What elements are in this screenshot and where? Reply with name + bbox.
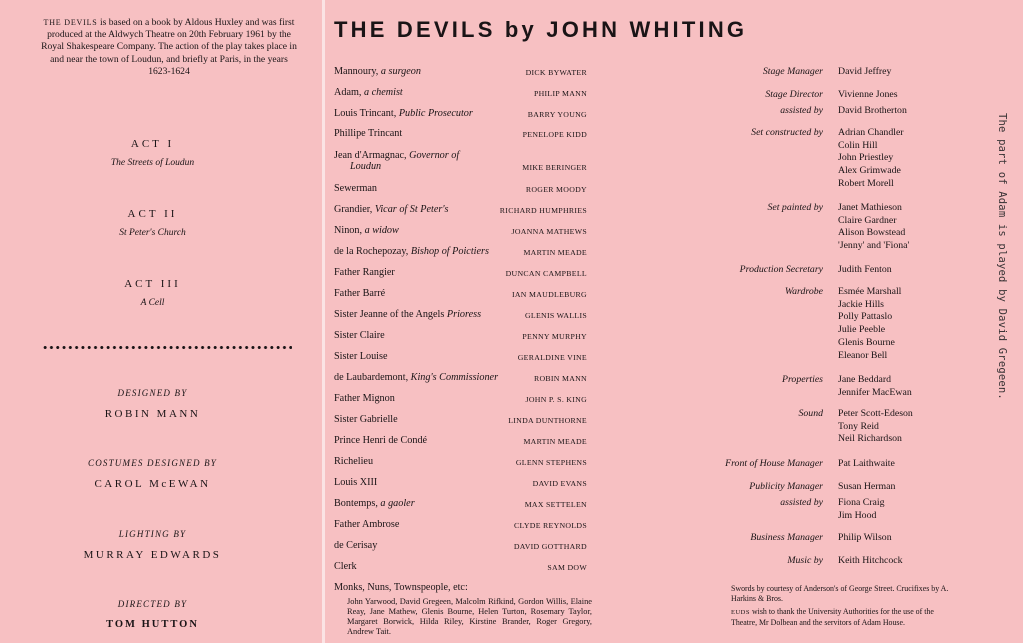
act-place: The Streets of Loudun xyxy=(110,158,195,168)
staff-row xyxy=(690,202,930,253)
cast-row xyxy=(334,128,587,139)
actor-name: JOANNA MATHEWS xyxy=(511,227,587,236)
character-name: Ninon, a widow xyxy=(334,225,399,236)
staff-role: Sound xyxy=(798,408,823,419)
character-name: Sister Gabrielle xyxy=(334,414,398,425)
actor-name: DUNCAN CAMPBELL xyxy=(505,269,587,278)
thanks-note xyxy=(731,607,955,629)
cast-row xyxy=(334,309,587,320)
character-name: Prince Henri de Condé xyxy=(334,435,428,446)
act-3 xyxy=(20,278,285,308)
cast-row xyxy=(334,393,587,404)
actor-name: GLENIS WALLIS xyxy=(524,311,587,320)
character-name: Bontemps, a gaoler xyxy=(334,498,415,509)
cast-row xyxy=(334,288,587,299)
credit-name: TOM HUTTON xyxy=(106,619,199,630)
staff-role: assisted by xyxy=(780,105,823,116)
staff-row xyxy=(690,374,930,399)
credit-costumes xyxy=(20,458,285,490)
vertical-typed-note: The part of Adam is played by David Gregeen. xyxy=(996,113,1008,400)
page-divider xyxy=(322,0,325,643)
actor-name: MIKE BERINGER xyxy=(522,163,587,172)
staff-names: Pat Laithwaite xyxy=(838,458,895,469)
staff-names: Judith Fenton xyxy=(838,264,892,275)
actor-name: GERALDINE VINE xyxy=(517,353,587,362)
act-label: ACT I xyxy=(130,138,175,150)
staff-names: Jane Beddard Jennifer MacEwan xyxy=(838,374,912,398)
cast-row xyxy=(334,66,587,77)
character-name: Sister Claire xyxy=(334,330,385,341)
staff-row xyxy=(690,89,930,102)
actor-name: BARRY YOUNG xyxy=(527,110,587,119)
act-2 xyxy=(20,208,285,238)
credit-name: MURRAY EDWARDS xyxy=(83,549,222,561)
cast-row xyxy=(334,267,587,278)
credit-lighting xyxy=(20,529,285,561)
cast-row xyxy=(334,87,587,98)
staff-row xyxy=(690,532,930,545)
actor-name: SAM DOW xyxy=(547,563,587,572)
staff-role: Front of House Manager xyxy=(725,458,823,469)
staff-names: Vivienne Jones xyxy=(838,89,898,100)
cast-row xyxy=(334,519,587,530)
intro-paragraph xyxy=(38,17,300,78)
actor-name: MARTIN MEADE xyxy=(523,248,587,257)
staff-names: David Jeffrey xyxy=(838,66,892,77)
cast-row xyxy=(334,183,587,194)
staff-role: Business Manager xyxy=(750,532,823,543)
character-name: Father Mignon xyxy=(334,393,395,404)
dotted-separator xyxy=(42,345,292,350)
staff-role: Set painted by xyxy=(767,202,823,213)
actor-name: JOHN P. S. KING xyxy=(525,395,587,404)
character-name: de la Rochepozay, Bishop of Poictiers xyxy=(334,246,489,257)
staff-role: assisted by xyxy=(780,497,823,508)
character-name: Louis XIII xyxy=(334,477,378,488)
act-1 xyxy=(20,138,285,168)
act-place: St Peter's Church xyxy=(119,228,186,238)
staff-names: Philip Wilson xyxy=(838,532,892,543)
credit-role: COSTUMES DESIGNED BY xyxy=(88,458,217,468)
intro-text: is based on a book by Aldous Huxley and was first produced at the Aldwych Theatre on 20th February 1961 by the Royal Shakespeare Company. The action of the play takes place in and near the town of Loudun, and briefly at Paris, in the years 1623-1624 xyxy=(41,17,297,77)
cast-row xyxy=(334,498,587,509)
intro-play-title: THE DEVILS xyxy=(43,18,98,27)
actor-name: PENELOPE KIDD xyxy=(522,130,587,139)
staff-names: Adrian Chandler Colin Hill John Priestley Alex Grimwade Robert Morell xyxy=(838,127,904,189)
staff-names: Susan Herman xyxy=(838,481,896,492)
character-name: de Laubardemont, King's Commissioner xyxy=(334,372,499,383)
staff-role: Publicity Manager xyxy=(749,481,823,492)
credit-director xyxy=(20,599,285,630)
character-name: Sister Louise xyxy=(334,351,388,362)
cast-row xyxy=(334,372,587,383)
act-place: A Cell xyxy=(140,298,165,308)
staff-role: Stage Director xyxy=(765,89,823,100)
character-name: Grandier, Vicar of St Peter's xyxy=(334,204,449,215)
staff-row xyxy=(690,105,930,118)
credit-role: DIRECTED BY xyxy=(117,599,188,609)
character-name: Mannoury, a surgeon xyxy=(334,66,421,77)
character-name: Adam, a chemist xyxy=(334,87,403,98)
staff-row xyxy=(690,286,930,362)
staff-role: Set constructed by xyxy=(751,127,823,138)
staff-names: Peter Scott-Edeson Tony Reid Neil Richardson xyxy=(838,408,913,445)
actor-name: MARTIN MEADE xyxy=(523,437,587,446)
character-name: Richelieu xyxy=(334,456,374,467)
character-name: Jean d'Armagnac, Governor of Loudun xyxy=(334,150,460,172)
credit-role: DESIGNED BY xyxy=(117,388,188,398)
staff-row xyxy=(690,497,930,522)
cast-row xyxy=(334,351,587,362)
society-abbrev: EUDS xyxy=(731,609,750,616)
staff-names: Keith Hitchcock xyxy=(838,555,903,566)
staff-role: Production Secretary xyxy=(739,264,823,275)
actor-name: ROBIN MANN xyxy=(533,374,587,383)
actor-name: CLYDE REYNOLDS xyxy=(514,521,587,530)
ensemble-label: Monks, Nuns, Townspeople, etc: xyxy=(334,582,468,593)
character-name: Father Barré xyxy=(334,288,386,299)
staff-role: Music by xyxy=(787,555,823,566)
credit-role: LIGHTING BY xyxy=(118,529,187,539)
staff-row xyxy=(690,555,930,568)
cast-row xyxy=(334,456,587,467)
cast-row xyxy=(334,435,587,446)
staff-row xyxy=(690,264,930,277)
staff-names: Esmée Marshall Jackie Hills Polly Pattaslo Julie Peeble Glenis Bourne Eleanor Bell xyxy=(838,286,902,361)
staff-role: Wardrobe xyxy=(784,286,823,297)
cast-row xyxy=(334,246,587,257)
page-title: THE DEVILS by JOHN WHITING xyxy=(334,17,748,42)
character-name: Father Rangier xyxy=(334,267,395,278)
act-label: ACT III xyxy=(124,278,181,290)
actor-name: PHILIP MANN xyxy=(533,89,587,98)
left-panel xyxy=(0,0,322,643)
actor-name: IAN MAUDLEBURG xyxy=(511,290,587,299)
actor-name: PENNY MURPHY xyxy=(522,332,587,341)
actor-name: DICK BYWATER xyxy=(525,68,587,77)
character-name: Louis Trincant, Public Prosecutor xyxy=(334,108,473,119)
actor-name: LINDA DUNTHORNE xyxy=(508,416,587,425)
credit-name: CAROL McEWAN xyxy=(94,478,211,490)
staff-names: Janet Mathieson Claire Gardner Alison Bowstead 'Jenny' and 'Fiona' xyxy=(838,202,910,252)
staff-role: Properties xyxy=(782,374,823,385)
staff-row xyxy=(690,66,930,79)
actor-name: DAVID EVANS xyxy=(532,479,587,488)
thanks-text: wish to thank the University Authorities for the use of the Theatre, Mr Dolbean and the servitors of Adam House. xyxy=(731,607,934,628)
actor-name: MAX SETTELEN xyxy=(524,500,587,509)
actor-name: DAVID GOTTHARD xyxy=(513,542,587,551)
staff-role: Stage Manager xyxy=(762,66,823,77)
cast-row xyxy=(334,477,587,488)
character-name: de Cerisay xyxy=(334,540,378,551)
character-name: Clerk xyxy=(334,561,357,572)
cast-row xyxy=(334,561,587,572)
act-label: ACT II xyxy=(127,208,178,220)
staff-names: David Brotherton xyxy=(838,105,907,116)
cast-row xyxy=(334,108,587,119)
staff-names: Fiona Craig Jim Hood xyxy=(838,497,885,521)
ensemble-names: John Yarwood, David Gregeen, Malcolm Rifkind, Gordon Willis, Elaine Reay, Jane Mathew, Glenis Bourne, Helen Turton, Rosemary Taylor, Margaret Borwick, Hilda Riley, Kirstine Brander, Roger Gregory, Andrew Tait. xyxy=(347,597,592,636)
character-name: Phillipe Trincant xyxy=(334,128,403,139)
actor-name: ROGER MOODY xyxy=(525,185,587,194)
cast-row xyxy=(334,204,587,215)
cast-row xyxy=(334,540,587,551)
character-name: Father Ambrose xyxy=(334,519,400,530)
staff-row xyxy=(690,458,930,471)
staff-row xyxy=(690,481,930,494)
cast-row xyxy=(334,414,587,425)
character-name: Sewerman xyxy=(334,183,377,194)
credit-name: ROBIN MANN xyxy=(104,408,201,420)
actor-name: GLENN STEPHENS xyxy=(515,458,587,467)
cast-row xyxy=(334,150,587,172)
character-name: Sister Jeanne of the Angels Prioress xyxy=(334,309,482,320)
cast-row xyxy=(334,225,587,236)
staff-row xyxy=(690,408,930,446)
swords-note: Swords by courtesy of Anderson's of George Street. Crucifixes by A. Harkins & Bros. xyxy=(731,584,949,604)
cast-row xyxy=(334,330,587,341)
actor-name: RICHARD HUMPHRIES xyxy=(499,206,587,215)
staff-row xyxy=(690,127,930,191)
credit-designer xyxy=(20,388,285,420)
